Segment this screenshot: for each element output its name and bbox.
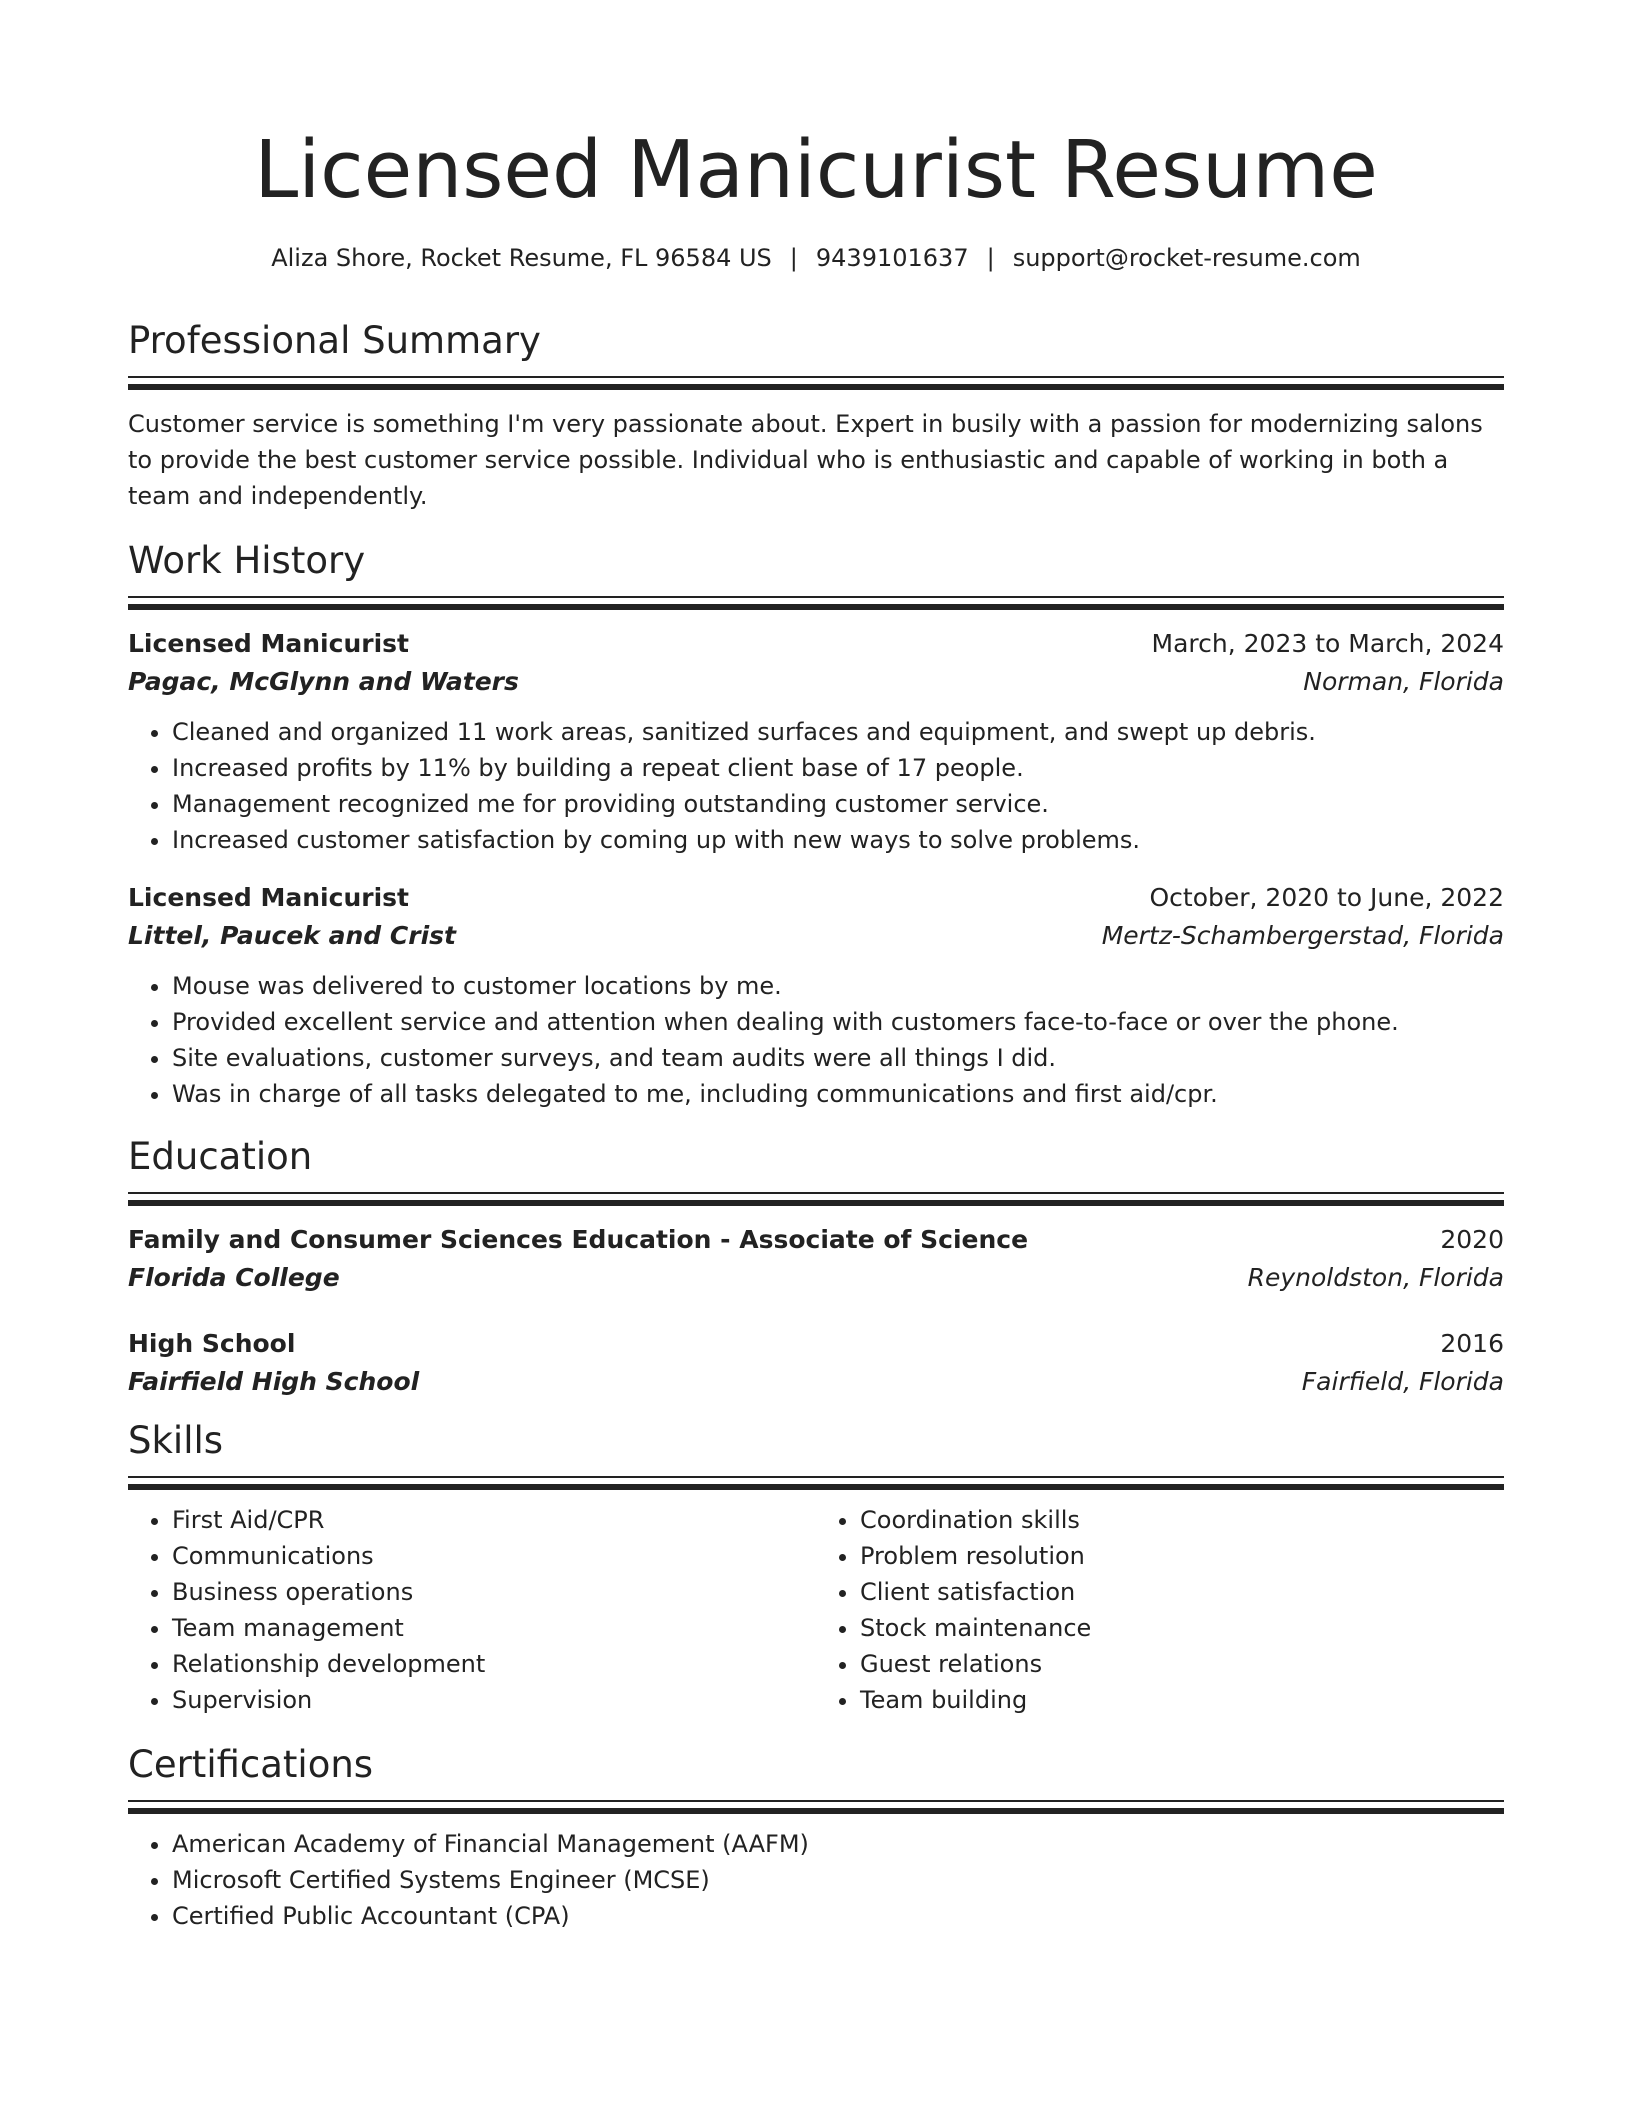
education-header-row bbox=[128, 1326, 1504, 1362]
contact-address: Aliza Shore, Rocket Resume, FL 96584 US bbox=[271, 244, 772, 272]
education-school: Florida College bbox=[128, 1263, 340, 1292]
section-divider-thick bbox=[128, 384, 1504, 390]
section-divider-thick bbox=[128, 1808, 1504, 1814]
contact-separator: | bbox=[986, 244, 995, 272]
education-entry bbox=[128, 1222, 1504, 1298]
contact-phone: 9439101637 bbox=[815, 244, 969, 272]
skill-item: • Client satisfaction bbox=[860, 1574, 1504, 1610]
job-dates: March, 2023 to March, 2024 bbox=[1151, 629, 1504, 658]
contact-line bbox=[128, 242, 1504, 274]
job-entry bbox=[128, 626, 1504, 858]
skills-section bbox=[128, 1418, 1504, 1718]
section-divider bbox=[128, 1192, 1504, 1194]
section-heading-skills: Skills bbox=[128, 1419, 224, 1462]
job-location: Norman, Florida bbox=[1303, 667, 1504, 696]
education-school: Fairfield High School bbox=[128, 1367, 420, 1396]
job-employer-row bbox=[128, 916, 1504, 956]
skill-item: • Team management bbox=[172, 1610, 816, 1646]
certification-item: • American Academy of Financial Management (AAFM) bbox=[172, 1826, 1504, 1862]
education-school-row bbox=[128, 1362, 1504, 1402]
section-divider bbox=[128, 1800, 1504, 1802]
section-divider bbox=[128, 1476, 1504, 1478]
job-bullet: • Increased customer satisfaction by coming up with new ways to solve problems. bbox=[172, 822, 1504, 858]
skills-grid bbox=[128, 1502, 1504, 1718]
education-year: 2016 bbox=[1440, 1329, 1504, 1358]
certification-item: • Certified Public Accountant (CPA) bbox=[172, 1898, 1504, 1934]
job-bullet: • Site evaluations, customer surveys, and team audits were all things I did. bbox=[172, 1040, 1504, 1076]
skills-list-right bbox=[816, 1502, 1504, 1718]
education-year: 2020 bbox=[1440, 1225, 1504, 1254]
section-divider-thick bbox=[128, 1484, 1504, 1490]
skill-item: • Coordination skills bbox=[860, 1502, 1504, 1538]
skill-item: • Relationship development bbox=[172, 1646, 816, 1682]
section-divider bbox=[128, 596, 1504, 598]
skill-item: • Problem resolution bbox=[860, 1538, 1504, 1574]
resume-title: Licensed Manicurist Resume bbox=[254, 124, 1378, 216]
work-history-section bbox=[128, 538, 1504, 1112]
education-degree: High School bbox=[128, 1329, 296, 1358]
job-bullet: • Provided excellent service and attention when dealing with customers face-to-face or over the phone. bbox=[172, 1004, 1504, 1040]
job-bullet: • Was in charge of all tasks delegated to me, including communications and first aid/cpr. bbox=[172, 1076, 1504, 1112]
section-heading-certifications: Certifications bbox=[128, 1743, 374, 1786]
education-entry bbox=[128, 1326, 1504, 1402]
job-header-row bbox=[128, 880, 1504, 916]
skill-item: • Guest relations bbox=[860, 1646, 1504, 1682]
section-divider bbox=[128, 376, 1504, 378]
summary-section bbox=[128, 318, 1504, 514]
job-bullet-list bbox=[128, 714, 1504, 858]
job-employer-row bbox=[128, 662, 1504, 702]
job-entry bbox=[128, 880, 1504, 1112]
summary-text: Customer service is something I'm very passionate about. Expert in busily with a passion for modernizing salons to provide the best customer service possible. Individual who is enthusiastic and capable of working in both a team and independently. bbox=[128, 410, 1483, 510]
certification-item: • Microsoft Certified Systems Engineer (MCSE) bbox=[172, 1862, 1504, 1898]
skill-item: • Stock maintenance bbox=[860, 1610, 1504, 1646]
job-title: Licensed Manicurist bbox=[128, 883, 409, 912]
skill-item: • Team building bbox=[860, 1682, 1504, 1718]
section-divider-thick bbox=[128, 604, 1504, 610]
job-bullet: • Mouse was delivered to customer locations by me. bbox=[172, 968, 1504, 1004]
section-heading-summary: Professional Summary bbox=[128, 319, 541, 362]
contact-email: support@rocket-resume.com bbox=[1012, 244, 1361, 272]
education-header-row bbox=[128, 1222, 1504, 1258]
job-bullet: • Cleaned and organized 11 work areas, sanitized surfaces and equipment, and swept up debris. bbox=[172, 714, 1504, 750]
education-location: Reynoldston, Florida bbox=[1247, 1263, 1504, 1292]
certifications-list bbox=[128, 1826, 1504, 1934]
job-bullet: • Management recognized me for providing outstanding customer service. bbox=[172, 786, 1504, 822]
job-employer: Pagac, McGlynn and Waters bbox=[128, 667, 519, 696]
skill-item: • Supervision bbox=[172, 1682, 816, 1718]
certifications-section bbox=[128, 1742, 1504, 1934]
contact-separator: | bbox=[789, 244, 798, 272]
job-bullet-list bbox=[128, 968, 1504, 1112]
job-bullet: • Increased profits by 11% by building a repeat client base of 17 people. bbox=[172, 750, 1504, 786]
skill-item: • Communications bbox=[172, 1538, 816, 1574]
section-heading-education: Education bbox=[128, 1135, 313, 1178]
education-location: Fairfield, Florida bbox=[1301, 1367, 1504, 1396]
section-divider-thick bbox=[128, 1200, 1504, 1206]
education-degree: Family and Consumer Sciences Education - Associate of Science bbox=[128, 1225, 1029, 1254]
job-header-row bbox=[128, 626, 1504, 662]
job-location: Mertz-Schambergerstad, Florida bbox=[1101, 921, 1504, 950]
job-dates: October, 2020 to June, 2022 bbox=[1149, 883, 1504, 912]
job-employer: Littel, Paucek and Crist bbox=[128, 921, 456, 950]
skills-list-left bbox=[128, 1502, 816, 1718]
education-school-row bbox=[128, 1258, 1504, 1298]
job-title: Licensed Manicurist bbox=[128, 629, 409, 658]
skill-item: • First Aid/CPR bbox=[172, 1502, 816, 1538]
skill-item: • Business operations bbox=[172, 1574, 816, 1610]
section-heading-work-history: Work History bbox=[128, 539, 366, 582]
education-section bbox=[128, 1134, 1504, 1402]
